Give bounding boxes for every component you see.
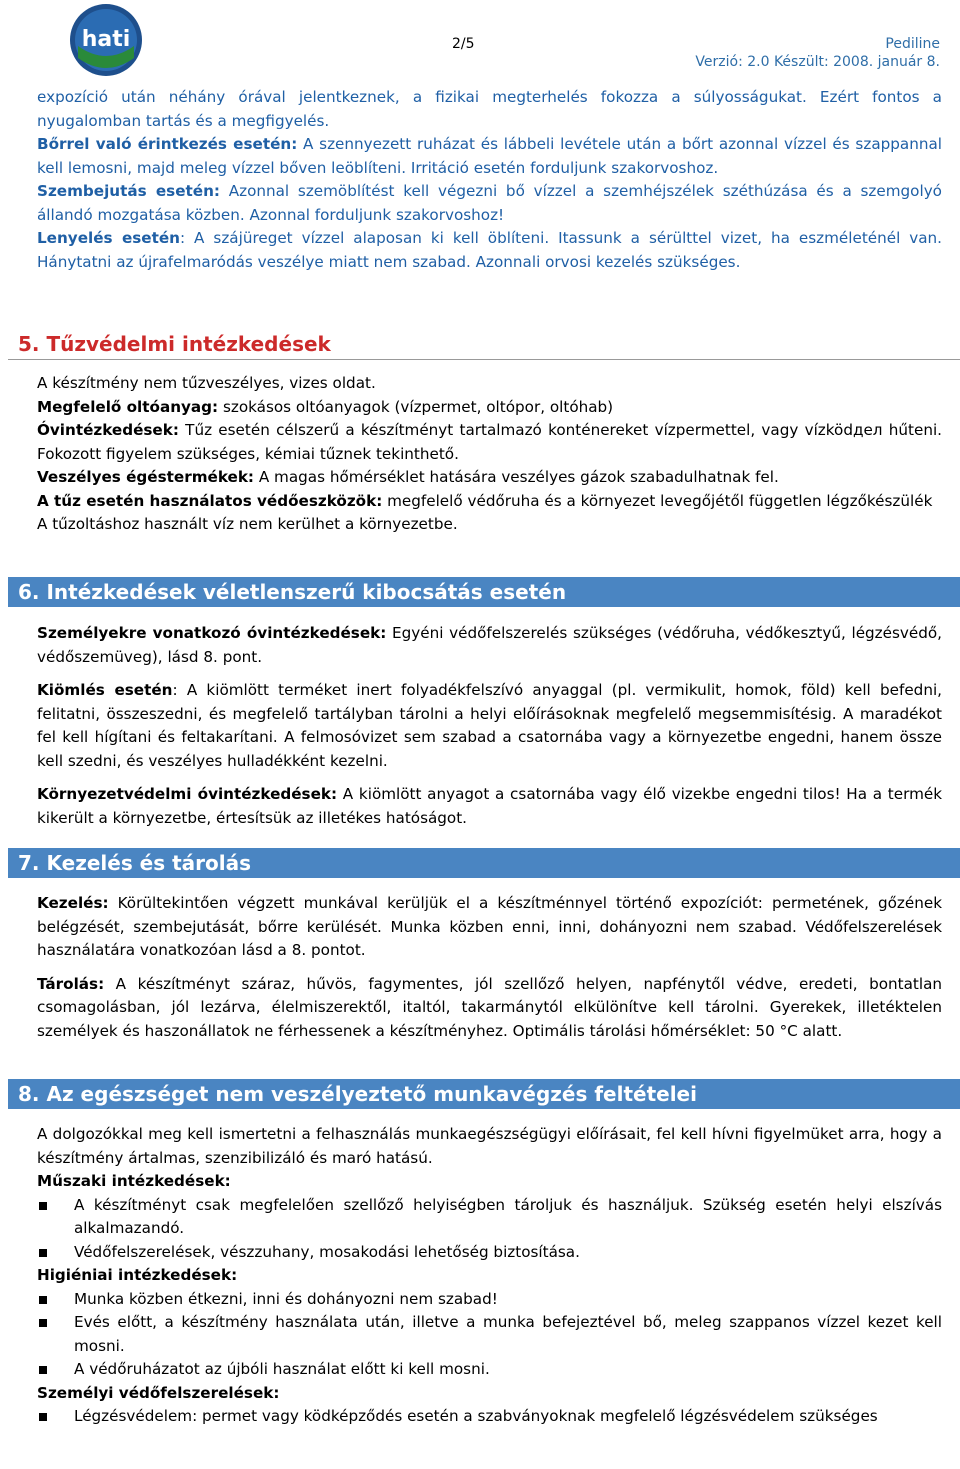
section-7-title: 7. Kezelés és tárolás bbox=[8, 848, 960, 878]
ppe-item-1: Légzésvédelem: permet vagy ködképződés esetén a szabványoknak megfelelő légzésvédelem szükséges bbox=[74, 1407, 878, 1425]
spill-label: Kiömlés esetén bbox=[37, 681, 173, 699]
list-item bbox=[37, 1358, 942, 1382]
exposure-paragraph: expozíció után néhány órával jelentkeznek, a fizikai megterhelés fokozza a súlyosságukat. Ezért fontos a nyugalomban tartás és a megfigyelés. bbox=[37, 88, 942, 130]
storage-paragraph bbox=[37, 973, 942, 1044]
list-item bbox=[37, 1405, 942, 1429]
env-paragraph bbox=[37, 783, 942, 830]
storage-label: Tárolás: bbox=[37, 974, 105, 993]
list-item bbox=[37, 1288, 942, 1312]
storage-text: A készítményt száraz, hűvös, fagymentes, jól szellőző helyen, napfénytől védve, eredeti, bontatlan csomagolásban, jól lezárva, élelmiszerektől, italtól, takarmánytól elkülönítve kell tárolni. Gyerekek, illetéktelen személyek és haszonállatok ne férhessenek a készítményhez. Optimális tárolási hőmérséklet: 50 °C alatt. bbox=[37, 974, 942, 1040]
precaution-text: Tűz esetén célszerű a készítményt tartalmazó konténereket vízpermettel, vagy vízködдел hűteni. Fokozott figyelem szükséges, kémiai tűznek tekinthető. bbox=[37, 421, 942, 463]
handling-label: Kezelés: bbox=[37, 894, 109, 912]
ppe-label: Személyi védőfelszerelések: bbox=[37, 1383, 280, 1402]
page-number: 2/5 bbox=[452, 36, 475, 52]
hyg-item-1: Munka közben étkezni, inni és dohányozni nem szabad! bbox=[74, 1289, 498, 1308]
hazard-paragraph bbox=[37, 466, 942, 490]
env-label: Környezetvédelmi óvintézkedések: bbox=[37, 785, 338, 803]
bullet-icon bbox=[39, 1366, 47, 1374]
hazard-text: A magas hőmérséklet hatására veszélyes gázok szabadulhatnak fel. bbox=[254, 468, 779, 486]
fire-line-1: A készítmény nem tűzveszélyes, vizes oldat. bbox=[37, 374, 376, 392]
list-item bbox=[37, 1194, 942, 1241]
ingest-paragraph bbox=[37, 227, 942, 274]
agent-text: szokásos oltóanyagok (vízpermet, oltópor, oltóhab) bbox=[218, 397, 614, 416]
personal-paragraph bbox=[37, 622, 942, 669]
version-info: Verzió: 2.0 Készült: 2008. január 8. bbox=[695, 54, 940, 70]
precaution-paragraph bbox=[37, 419, 942, 466]
personal-text: Egyéni védőfelszerelés szükséges (védőruha, védőkesztyű, légzésvédő, védőszemüveg), lásd 8. pont. bbox=[37, 624, 942, 666]
section-5-body bbox=[37, 372, 942, 537]
list-item bbox=[37, 1241, 942, 1265]
spill-text: : A kiömlött terméket inert folyadékfelszívó anyaggal (pl. vermikulit, homok, föld) kell befedni, felitatni, összeszedni, és megfelelő tartályban tárolni a helyi előírásoknak megfelelő megsemmisítésig. A maradékot fel kell hígítani és feltakarítani. A felmosóvizet sem szabad a csatornába vagy a környezetbe engedni, hanem össze kell szedni, és veszélyes hulladékként kezelni. bbox=[37, 681, 942, 770]
fire-ppe-text: megfelelő védőruha és a környezet levegőjétől független légzőkészülék bbox=[382, 491, 933, 510]
bullet-icon bbox=[39, 1413, 47, 1421]
section-6-body bbox=[37, 622, 942, 840]
agent-paragraph bbox=[37, 396, 942, 420]
logo-text: hati bbox=[81, 27, 131, 52]
product-name: Pediline bbox=[885, 36, 940, 52]
precaution-label: Óvintézkedések: bbox=[37, 421, 179, 439]
eye-paragraph bbox=[37, 180, 942, 227]
section-6-title: 6. Intézkedések véletlenszerű kibocsátás esetén bbox=[8, 577, 960, 607]
section-7-body bbox=[37, 892, 942, 1053]
personal-label: Személyekre vonatkozó óvintézkedések: bbox=[37, 624, 387, 642]
section-5-title: 5. Tűzvédelmi intézkedések bbox=[8, 329, 960, 360]
handling-text: Körültekintően végzett munkával kerüljük el a készítménnyel történő expozíciót: permetének, gőzének belégzését, szembejutását, bőrre kerülését. Munka közben enni, inni, dohányozni nem szabad. Védőfelszerelések használatára vonatkozóan lásd a 8. pontot. bbox=[37, 894, 942, 959]
bullet-icon bbox=[39, 1249, 47, 1257]
skin-label: Bőrrel való érintkezés esetén: bbox=[37, 135, 298, 153]
eye-text: Azonnal szemöblítést kell végezni bő vízzel a szemhéjszélek széthúzása és a szemgolyó állandó mozgatása közben. Azonnal forduljunk szakorvoshoz! bbox=[37, 182, 942, 224]
bullet-icon bbox=[39, 1319, 47, 1327]
tech-item-1: A készítményt csak megfelelően szellőző helyiségben tároljuk és használjuk. Szükség esetén helyi elszívás alkalmazandó. bbox=[74, 1195, 942, 1237]
ingest-label: Lenyelés esetén bbox=[37, 229, 180, 247]
hyg-item-3: A védőruházatot az újbóli használat előtt ki kell mosni. bbox=[74, 1360, 490, 1378]
env-text: A kiömlött anyagot a csatornába vagy élő vizekbe engedni tilos! Ha a termék kikerült a környezetbe, értesítsük az illetékes hatóságot. bbox=[37, 785, 943, 827]
bullet-icon bbox=[39, 1296, 47, 1304]
spill-paragraph bbox=[37, 679, 942, 773]
ingest-text: : A szájüreget vízzel alaposan ki kell öblíteni. Itassunk a sérülttel vizet, ha eszméleténél van. Hánytatni az újrafelmaródás veszélye miatt nem szabad. Azonnali orvosi kezelés szükséges. bbox=[37, 229, 943, 271]
first-aid-block bbox=[37, 86, 942, 274]
skin-text: A szennyezett ruházat és lábbeli levétele után a bőrt azonnal vízzel és szappannal kell lemosni, majd meleg vízzel bőven leöblíteni. Irritáció esetén forduljunk szakorvoshoz. bbox=[37, 135, 942, 177]
fire-ppe-paragraph bbox=[37, 490, 942, 514]
hyg-item-2: Evés előtt, a készítmény használata után, illetve a munka befejeztével bő, meleg szappanos vízzel kezet kell mosni. bbox=[74, 1313, 942, 1355]
fire-ppe-label: A tűz esetén használatos védőeszközök: bbox=[37, 491, 383, 510]
skin-paragraph bbox=[37, 133, 942, 180]
eye-label: Szembejutás esetén: bbox=[37, 182, 220, 200]
hyg-label: Higiéniai intézkedések: bbox=[37, 1266, 238, 1284]
handling-paragraph bbox=[37, 892, 942, 963]
hati-logo bbox=[68, 2, 144, 78]
section-8-intro: A dolgozókkal meg kell ismertetni a felhasználás munkaegészségügyi előírásait, fel kell hívni figyelmüket arra, hogy a készítmény ártalmas, szenzibilizáló és maró hatású. bbox=[37, 1125, 942, 1167]
section-8-title: 8. Az egészséget nem veszélyeztető munkavégzés feltételei bbox=[8, 1079, 960, 1109]
hazard-label: Veszélyes égéstermékek: bbox=[37, 468, 254, 486]
tech-item-2: Védőfelszerelések, vészzuhany, mosakodási lehetőség biztosítása. bbox=[74, 1242, 580, 1261]
water-paragraph: A tűzoltáshoz használt víz nem kerülhet a környezetbe. bbox=[37, 515, 458, 533]
bullet-icon bbox=[39, 1202, 47, 1210]
section-8-body bbox=[37, 1123, 942, 1429]
list-item bbox=[37, 1311, 942, 1358]
agent-label: Megfelelő oltóanyag: bbox=[37, 397, 219, 416]
tech-label: Műszaki intézkedések: bbox=[37, 1172, 231, 1190]
